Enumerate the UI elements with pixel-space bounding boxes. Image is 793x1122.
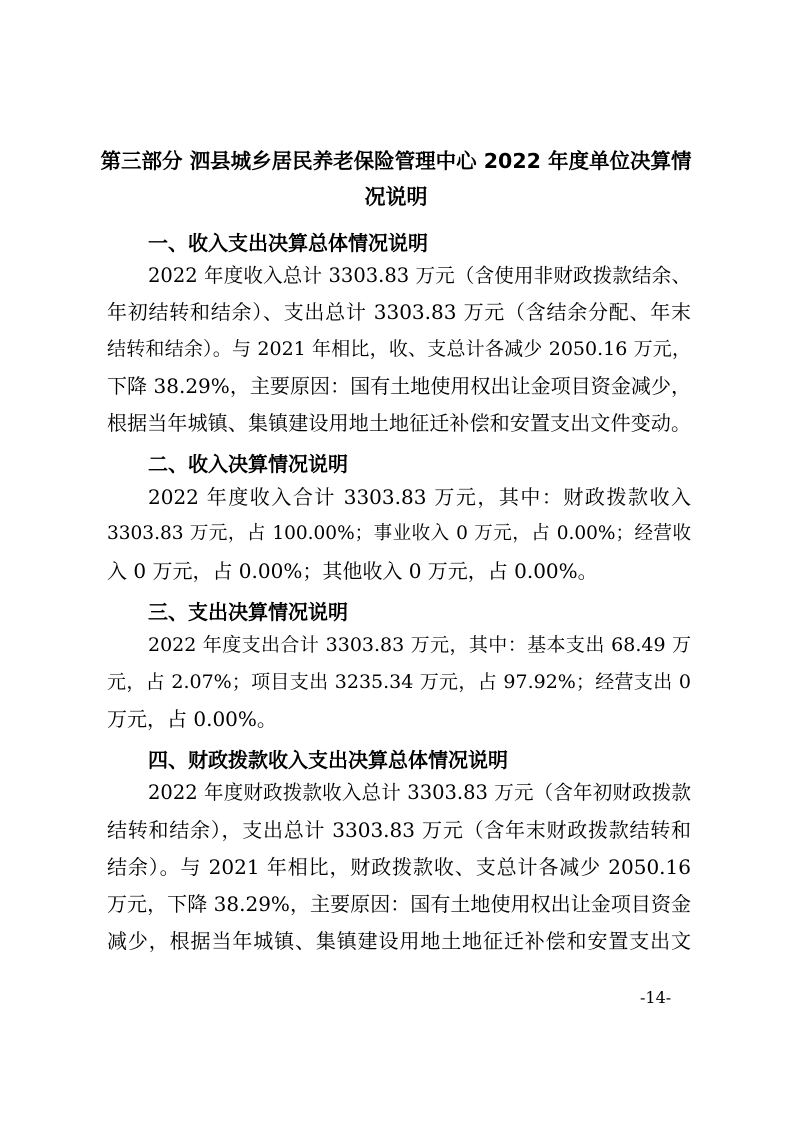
section-2-line-1: 2022 年度收入合计 3303.83 万元，其中：财政拨款收入	[148, 485, 691, 509]
section-4-line-5: 减少，根据当年城镇、集镇建设用地土地征迁补偿和安置支出文	[107, 929, 691, 953]
section-1-heading: 一、收入支出决算总体情况说明	[148, 231, 428, 255]
section-4-heading: 四、财政拨款收入支出决算总体情况说明	[148, 748, 508, 772]
page-number: -14-	[640, 988, 672, 1007]
section-1-line-1: 2022 年度收入总计 3303.83 万元（含使用非财政拨款结余、	[148, 264, 691, 287]
section-3-line-3: 万元，占 0.00%。	[107, 707, 277, 731]
section-3-line-1: 2022 年度支出合计 3303.83 万元，其中：基本支出 68.49 万	[148, 634, 691, 656]
section-4-line-3: 结余）。与 2021 年相比，财政拨款收、支总计各减少 2050.16	[107, 855, 691, 879]
section-3-heading: 三、支出决算情况说明	[148, 600, 348, 624]
section-4-line-1: 2022 年度财政拨款收入总计 3303.83 万元（含年初财政拨款	[148, 781, 691, 804]
title-line-1: 第三部分 泗县城乡居民养老保险管理中心 2022 年度单位决算情	[100, 149, 692, 173]
section-3-line-2: 元，占 2.07%；项目支出 3235.34 万元，占 97.92%；经营支出 0	[107, 671, 691, 693]
document-title	[96, 143, 696, 215]
section-1-line-5: 根据当年城镇、集镇建设用地土地征迁补偿和安置支出文件变动。	[107, 411, 691, 435]
section-1-line-2: 年初结转和结余）、支出总计 3303.83 万元（含结余分配、年末	[107, 300, 691, 324]
section-1-line-3: 结转和结余）。与 2021 年相比，收、支总计各减少 2050.16 万元，	[107, 338, 691, 360]
section-4-line-2: 结转和结余），支出总计 3303.83 万元（含年末财政拨款结转和	[107, 818, 691, 842]
title-line-2: 况说明	[364, 185, 428, 209]
section-2-line-3: 入 0 万元，占 0.00%；其他收入 0 万元，占 0.00%。	[107, 559, 598, 583]
section-1-line-4: 下降 38.29%，主要原因：国有土地使用权出让金项目资金减少，	[107, 374, 691, 398]
section-4-line-4: 万元，下降 38.29%，主要原因：国有土地使用权出让金项目资金	[107, 892, 691, 916]
section-2-heading: 二、收入决算情况说明	[148, 452, 348, 476]
section-2-line-2: 3303.83 万元，占 100.00%；事业收入 0 万元，占 0.00%；经营收	[107, 523, 691, 544]
